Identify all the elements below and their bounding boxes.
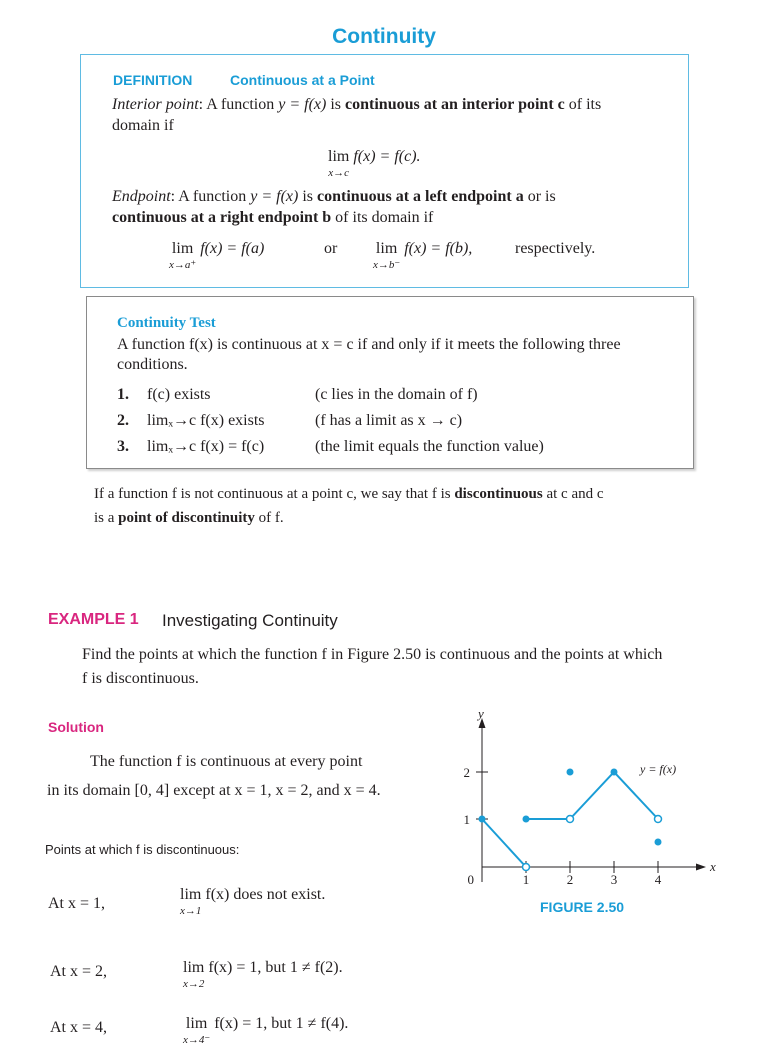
interior-point-text: Interior point: A function y = f(x) is continuous at an interior point c of its <box>112 96 602 113</box>
figure-caption: FIGURE 2.50 <box>540 899 625 915</box>
discontinuity-at-2-statement: lim $^{x\to 2}$ f(x) = 1, but 1 ≠ f(2). <box>183 959 343 990</box>
open-point-2-1 <box>567 816 574 823</box>
condition-row: 1. f(c) exists (c lies in the domain of f) <box>117 386 478 403</box>
solution-text-line1: The function f is continuous at every point <box>90 753 363 770</box>
y-tick-label-2: 2 <box>463 765 470 780</box>
limit-left-endpoint: lim $^{x\to a^+}$ f(x) = f(a) <box>169 240 265 271</box>
filled-point-4 <box>655 839 662 846</box>
page-title: Continuity <box>332 25 436 48</box>
filled-point-3-2 <box>611 769 618 776</box>
example-title: Investigating Continuity <box>162 611 338 630</box>
filled-point-1-1 <box>523 816 530 823</box>
y-tick-label-1: 1 <box>463 812 470 827</box>
definition-title: Continuous at a Point <box>230 72 375 88</box>
solution-label: Solution <box>48 719 104 735</box>
definition-box <box>80 54 689 288</box>
endpoint-text: Endpoint: A function y = f(x) is continuous at a left endpoint a or is <box>112 188 556 205</box>
condition-row: 3. limₓ→c f(x) = f(c) (the limit equals the function value) <box>117 438 544 455</box>
x-axis-arrow-icon <box>696 864 706 871</box>
discontinuity-at-4-label: At x = 4, <box>50 1019 108 1036</box>
example-label: EXAMPLE 1 <box>48 611 139 628</box>
y-axis-label: y <box>478 706 484 721</box>
continuity-test-box <box>86 296 694 469</box>
x-tick-label-1: 1 <box>522 872 530 887</box>
limit-interior: lim $^{x\to c}$ f(x) = f(c). <box>328 148 421 179</box>
open-point-1-0 <box>523 864 530 871</box>
x-axis-label: x <box>710 859 716 874</box>
example-prompt: Find the points at which the function f in Figure 2.50 is continuous and the points at which f is discontinuous. <box>82 646 663 687</box>
continuity-test-intro-line2: conditions. <box>117 356 188 373</box>
graph-segment-0-1 <box>482 819 526 867</box>
interior-point-text-line2: domain if <box>112 117 174 134</box>
x-tick-label-2: 2 <box>566 872 574 887</box>
or-word: or <box>324 240 338 257</box>
filled-point-0-1 <box>479 816 486 823</box>
x-tick-label-0: 0 <box>467 872 474 887</box>
open-point-4-1 <box>655 816 662 823</box>
discontinuity-at-4-statement: lim $^{x\to 4^-}$ f(x) = 1, but 1 ≠ f(4). <box>183 1015 349 1046</box>
curve-label: y = f(x) <box>640 762 677 776</box>
discontinuity-at-2-label: At x = 2, <box>50 963 108 980</box>
x-tick-label-3: 3 <box>610 872 618 887</box>
discontinuity-note: If a function f is not continuous at a point c, we say that f is discontinuous at c and c is a point of discontinuity of f. <box>94 486 604 526</box>
discontinuity-at-1-label: At x = 1, <box>48 895 106 912</box>
solution-text-line2: in its domain [0, 4] except at x = 1, x = 2, and x = 4. <box>47 782 381 799</box>
discontinuity-at-1-statement: lim $^{x\to 1}$ f(x) does not exist. <box>180 886 326 917</box>
continuity-test-title: Continuity Test <box>117 315 216 331</box>
filled-point-2-2 <box>567 769 574 776</box>
x-tick-label-4: 4 <box>654 872 662 887</box>
continuity-test-intro: A function f(x) is continuous at x = c if and only if it meets the following three <box>117 336 621 353</box>
discontinuous-heading: Points at which f is discontinuous: <box>45 842 240 857</box>
graph-segment-2-4 <box>570 772 658 819</box>
figure-2-50-graph <box>440 700 730 930</box>
definition-label: DEFINITION <box>113 72 193 88</box>
interior-label: Interior point <box>112 96 199 113</box>
limit-right-endpoint: lim $^{x\to b^-}$ f(x) = f(b), <box>373 240 473 271</box>
condition-row: 2. limₓ→c f(x) exists (f has a limit as x → c) <box>117 412 463 429</box>
respectively-text: respectively. <box>515 240 596 257</box>
endpoint-text-line2: continuous at a right endpoint b of its domain if <box>112 209 434 226</box>
